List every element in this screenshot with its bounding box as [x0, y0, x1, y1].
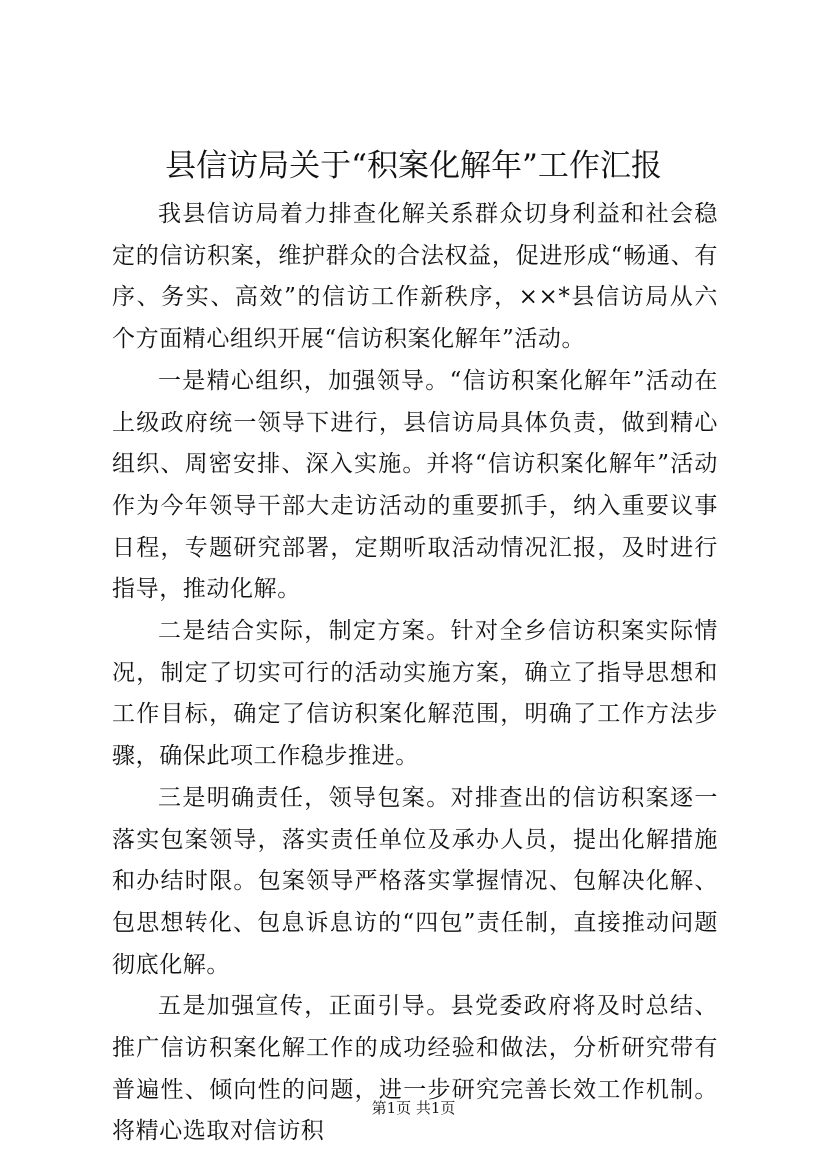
page-footer: 第1页 共1页: [371, 1099, 456, 1117]
paragraph-organize-lead: 一是精心组织，加强领导。“信访积案化解年”活动在上级政府统一领导下进行，县信访局具体负责，做到精心组织、周密安排、深入实施。并将“信访积案化解年”活动作为今年领导干部大走访活动的重要抓手，纳入重要议事日程，专题研究部署，定期听取活动情况汇报，及时进行指导，推动化解。: [112, 367, 718, 603]
paragraph-responsibility: 三是明确责任，领导包案。对排查出的信访积案逐一落实包案领导，落实责任单位及承办人员，提出化解措施和办结时限。包案领导严格落实掌握情况、包解决化解、包思想转化、包息诉息访的“四包”责任制，直接推动问题彻底化解。: [112, 784, 718, 978]
document-title: 县信访局关于“积案化解年”工作汇报: [165, 148, 662, 184]
paragraph-intro: 我县信访局着力排查化解关系群众切身利益和社会稳定的信访积案，维护群众的合法权益，促进形成“畅通、有序、务实、高效”的信访工作新秩序，××*县信访局从六个方面精心组织开展“信访积案化解年”活动。: [112, 201, 718, 353]
document-body: [112, 194, 718, 1153]
paragraph-publicity: 五是加强宣传，正面引导。县党委政府将及时总结、推广信访积案化解工作的成功经验和做法，分析研究带有普遍性、倾向性的问题，进一步研究完善长效工作机制。将精心选取对信访积: [112, 993, 718, 1145]
paragraph-plan: 二是结合实际，制定方案。针对全乡信访积案实际情况，制定了切实可行的活动实施方案，确立了指导思想和工作目标，确定了信访积案化解范围，明确了工作方法步骤，确保此项工作稳步推进。: [112, 618, 718, 770]
